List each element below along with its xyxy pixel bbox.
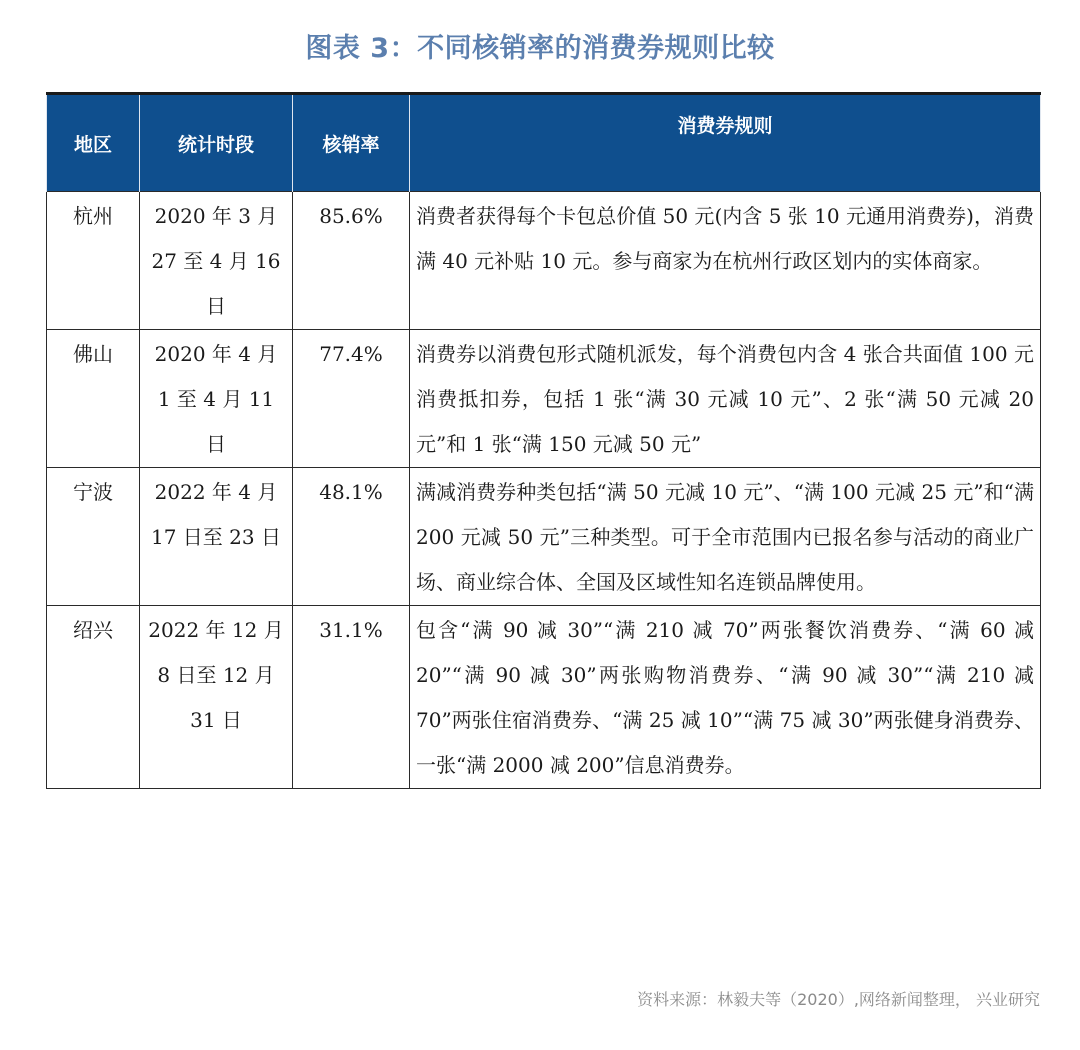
figure-title: 图表 3：不同核销率的消费券规则比较 bbox=[305, 33, 775, 64]
region-cell: 佛山 bbox=[47, 330, 140, 468]
rate-cell: 85.6% bbox=[293, 192, 410, 330]
header-period: 统计时段 bbox=[140, 94, 293, 192]
rule-cell: 消费券以消费包形式随机派发，每个消费包内含 4 张合共面值 100 元消费抵扣券，包括 1 张“满 30 元减 10 元”、2 张“满 50 元减 20 元”和 1 张“满 150 元减 50 元” bbox=[410, 330, 1041, 468]
rate-cell: 31.1% bbox=[293, 606, 410, 789]
period-cell: 2022 年 4 月 17 日至 23 日 bbox=[140, 468, 293, 606]
header-region: 地区 bbox=[47, 94, 140, 192]
region-cell: 绍兴 bbox=[47, 606, 140, 789]
region-cell: 宁波 bbox=[47, 468, 140, 606]
rate-cell: 77.4% bbox=[293, 330, 410, 468]
rule-cell: 包含“满 90 减 30”“满 210 减 70”两张餐饮消费券、“满 60 减 20”“满 90 减 30”两张购物消费券、“满 90 减 30”“满 210 减 70”两张住宿消费券、“满 25 减 10”“满 75 减 30”两张健身消费券、一张“满 2000 减 200”信息消费券。 bbox=[410, 606, 1041, 789]
period-cell: 2020 年 3 月 27 至 4 月 16 日 bbox=[140, 192, 293, 330]
rule-cell: 满减消费券种类包括“满 50 元减 10 元”、“满 100 元减 25 元”和“满 200 元减 50 元”三种类型。可于全市范围内已报名参与活动的商业广场、商业综合体、全国及区域性知名连锁品牌使用。 bbox=[410, 468, 1041, 606]
table-row bbox=[47, 606, 1041, 789]
header-rate: 核销率 bbox=[293, 94, 410, 192]
rule-cell: 消费者获得每个卡包总价值 50 元(内含 5 张 10 元通用消费券)，消费满 40 元补贴 10 元。参与商家为在杭州行政区划内的实体商家。 bbox=[410, 192, 1041, 330]
table-row bbox=[47, 330, 1041, 468]
header-rule: 消费券规则 bbox=[410, 94, 1041, 192]
period-cell: 2022 年 12 月 8 日至 12 月 31 日 bbox=[140, 606, 293, 789]
voucher-rules-table bbox=[46, 92, 1041, 789]
table-row bbox=[47, 468, 1041, 606]
rate-cell: 48.1% bbox=[293, 468, 410, 606]
period-cell: 2020 年 4 月 1 至 4 月 11 日 bbox=[140, 330, 293, 468]
source-note: 资料来源：林毅夫等（2020）,网络新闻整理， 兴业研究 bbox=[637, 990, 1040, 1009]
region-cell: 杭州 bbox=[47, 192, 140, 330]
table-row bbox=[47, 192, 1041, 330]
table-header-row bbox=[47, 94, 1041, 192]
